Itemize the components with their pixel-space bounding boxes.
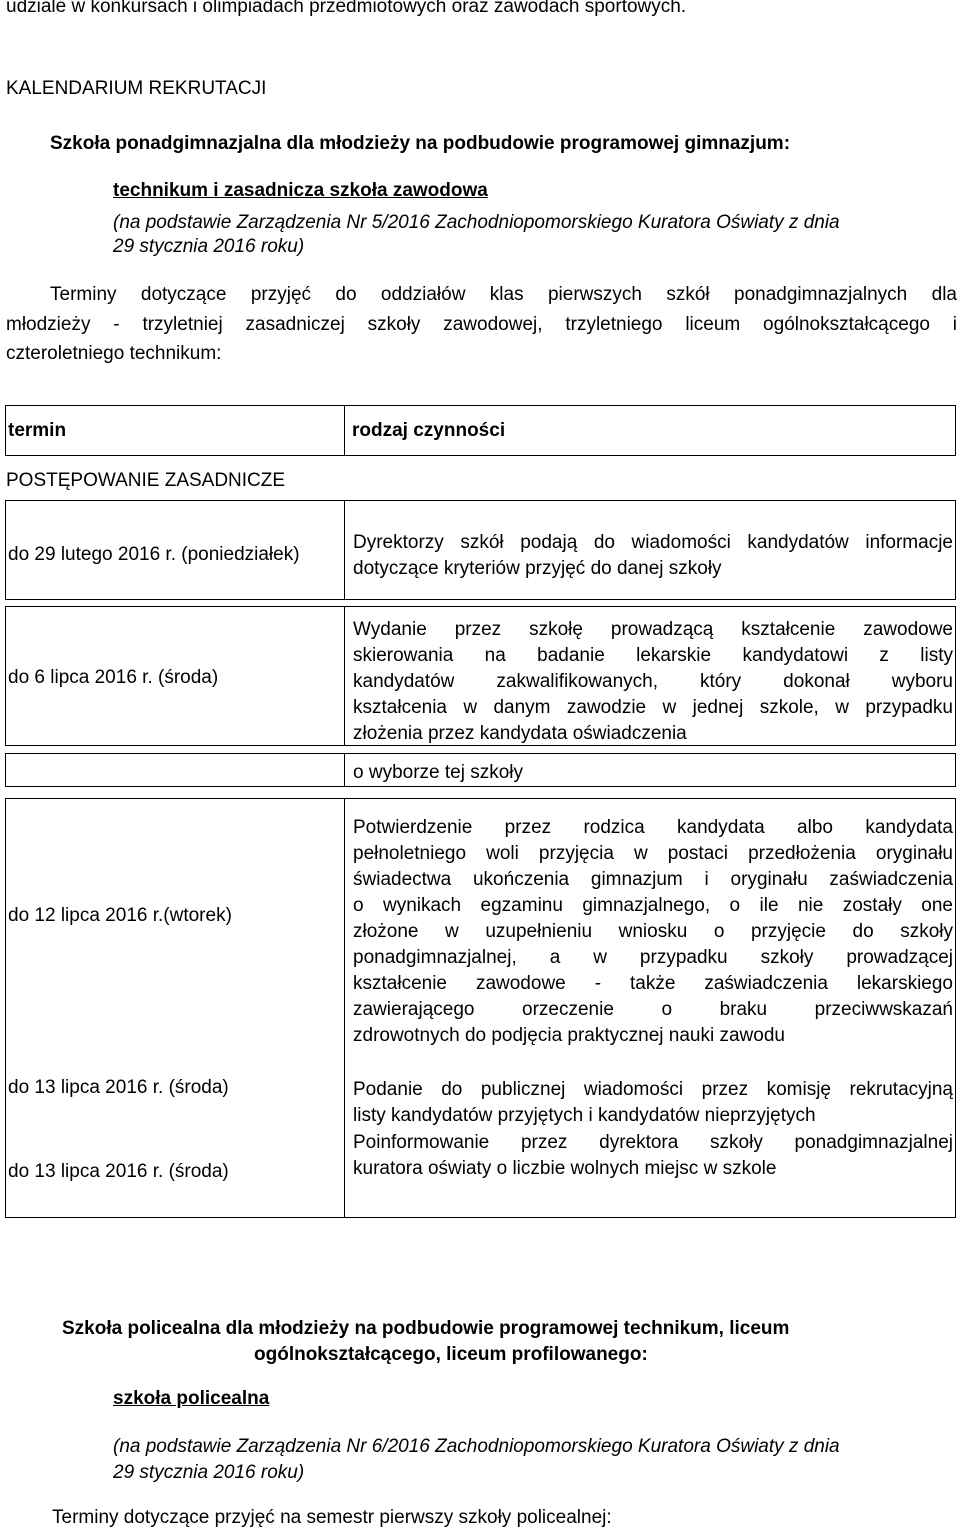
section1-intro-line3: czteroletniego technikum: [6, 343, 222, 364]
row3-line9: zdrowotnych do podjęcia praktycznej nauki zawodu [353, 1025, 785, 1046]
section2-intro: Terminy dotyczące przyjęć na semestr pierwszy szkoły policealnej: [52, 1507, 612, 1528]
top-text: udziale w konkursach i olimpiadach przedmiotowych oraz zawodach sportowych. [6, 0, 687, 17]
row2-line4: kształcenia w danym zawodzie w jednej szkole, w przypadku [353, 697, 953, 718]
row5-line2: kuratora oświaty o liczbie wolnych miejsc w szkole [353, 1158, 777, 1179]
row3-line7: kształcenie zawodowe - także zaświadczenia lekarskiego [353, 973, 953, 994]
row3-line6: ponadgimnazjalnej, a w przypadku szkoły prowadzącej [353, 947, 953, 968]
row3-line8: zawierającego orzeczenie o braku przeciwwskazań [353, 999, 953, 1020]
row4-line2: listy kandydatów przyjętych i kandydatów nieprzyjętych [353, 1105, 816, 1126]
row3-date: do 12 lipca 2016 r.(wtorek) [8, 905, 232, 926]
section2-heading-line1: Szkoła policealna dla młodzieży na podbudowie programowej technikum, liceum [62, 1318, 790, 1339]
row1-date: do 29 lutego 2016 r. (poniedziałek) [8, 544, 300, 565]
row2-line1: Wydanie przez szkołę prowadzącą kształcenie zawodowe [353, 619, 953, 640]
row5-date: do 13 lipca 2016 r. (środa) [8, 1161, 229, 1182]
row2-line3: kandydatów zakwalifikowanych, który dokonał wyboru [353, 671, 953, 692]
row5-line1: Poinformowanie przez dyrektora szkoły ponadgimnazjalnej [353, 1132, 953, 1153]
row3-line1: Potwierdzenie przez rodzica kandydata albo kandydata [353, 817, 953, 838]
row3-line4: o wynikach egzaminu gimnazjalnego, o ile nie zostały one [353, 895, 953, 916]
section-label-postepowanie: POSTĘPOWANIE ZASADNICZE [6, 470, 286, 491]
row4-line1: Podanie do publicznej wiadomości przez komisję rekrutacyjną [353, 1079, 953, 1100]
row2-line5: złożenia przez kandydata oświadczenia [353, 723, 687, 744]
section1-school-type: technikum i zasadnicza szkoła zawodowa [113, 180, 488, 201]
section2-basis-line2: 29 stycznia 2016 roku) [113, 1462, 305, 1483]
section1-basis-line1: (na podstawie Zarządzenia Nr 5/2016 Zachodniopomorskiego Kuratora Oświaty z dnia [113, 212, 840, 233]
row3-line5: złożone w uzupełnieniu wniosku o przyjęcie do szkoły [353, 921, 953, 942]
row2-extra: o wyborze tej szkoły [353, 762, 524, 783]
row3-line3: świadectwa ukończenia gimnazjum i oryginału zaświadczenia [353, 869, 953, 890]
section2-school-type: szkoła policealna [113, 1388, 270, 1409]
calendar-heading: KALENDARIUM REKRUTACJI [6, 78, 267, 99]
col-activity-label: rodzaj czynności [352, 420, 506, 441]
row2-line2: skierowania na badanie lekarskie kandydatowi z listy [353, 645, 953, 666]
section2-basis-line1: (na podstawie Zarządzenia Nr 6/2016 Zachodniopomorskiego Kuratora Oświaty z dnia [113, 1436, 840, 1457]
row1-line2: dotyczące kryteriów przyjęć do danej szkoły [353, 558, 722, 579]
row1-line1: Dyrektorzy szkół podają do wiadomości kandydatów informacje [353, 532, 953, 553]
section1-intro-line2: młodzieży - trzyletniej zasadniczej szkoły zawodowej, trzyletniego liceum ogólnokształcącego i [6, 314, 957, 335]
row4-date: do 13 lipca 2016 r. (środa) [8, 1077, 229, 1098]
section1-intro-line1: Terminy dotyczące przyjęć do oddziałów klas pierwszych szkół ponadgimnazjalnych dla [50, 284, 957, 305]
section2-heading-line2: ogólnokształcącego, liceum profilowanego: [254, 1344, 648, 1365]
row3-line2: pełnoletniego woli przyjęcia w postaci przedłożenia oryginału [353, 843, 953, 864]
rows-3-5-date-cell [5, 798, 345, 1218]
section1-subheading: Szkoła ponadgimnazjalna dla młodzieży na podbudowie programowej gimnazjum: [50, 133, 791, 154]
col-termin-label: termin [8, 420, 67, 441]
section1-basis-line2: 29 stycznia 2016 roku) [113, 236, 305, 257]
row2b-date-cell [5, 753, 345, 787]
row2-date: do 6 lipca 2016 r. (środa) [8, 667, 219, 688]
